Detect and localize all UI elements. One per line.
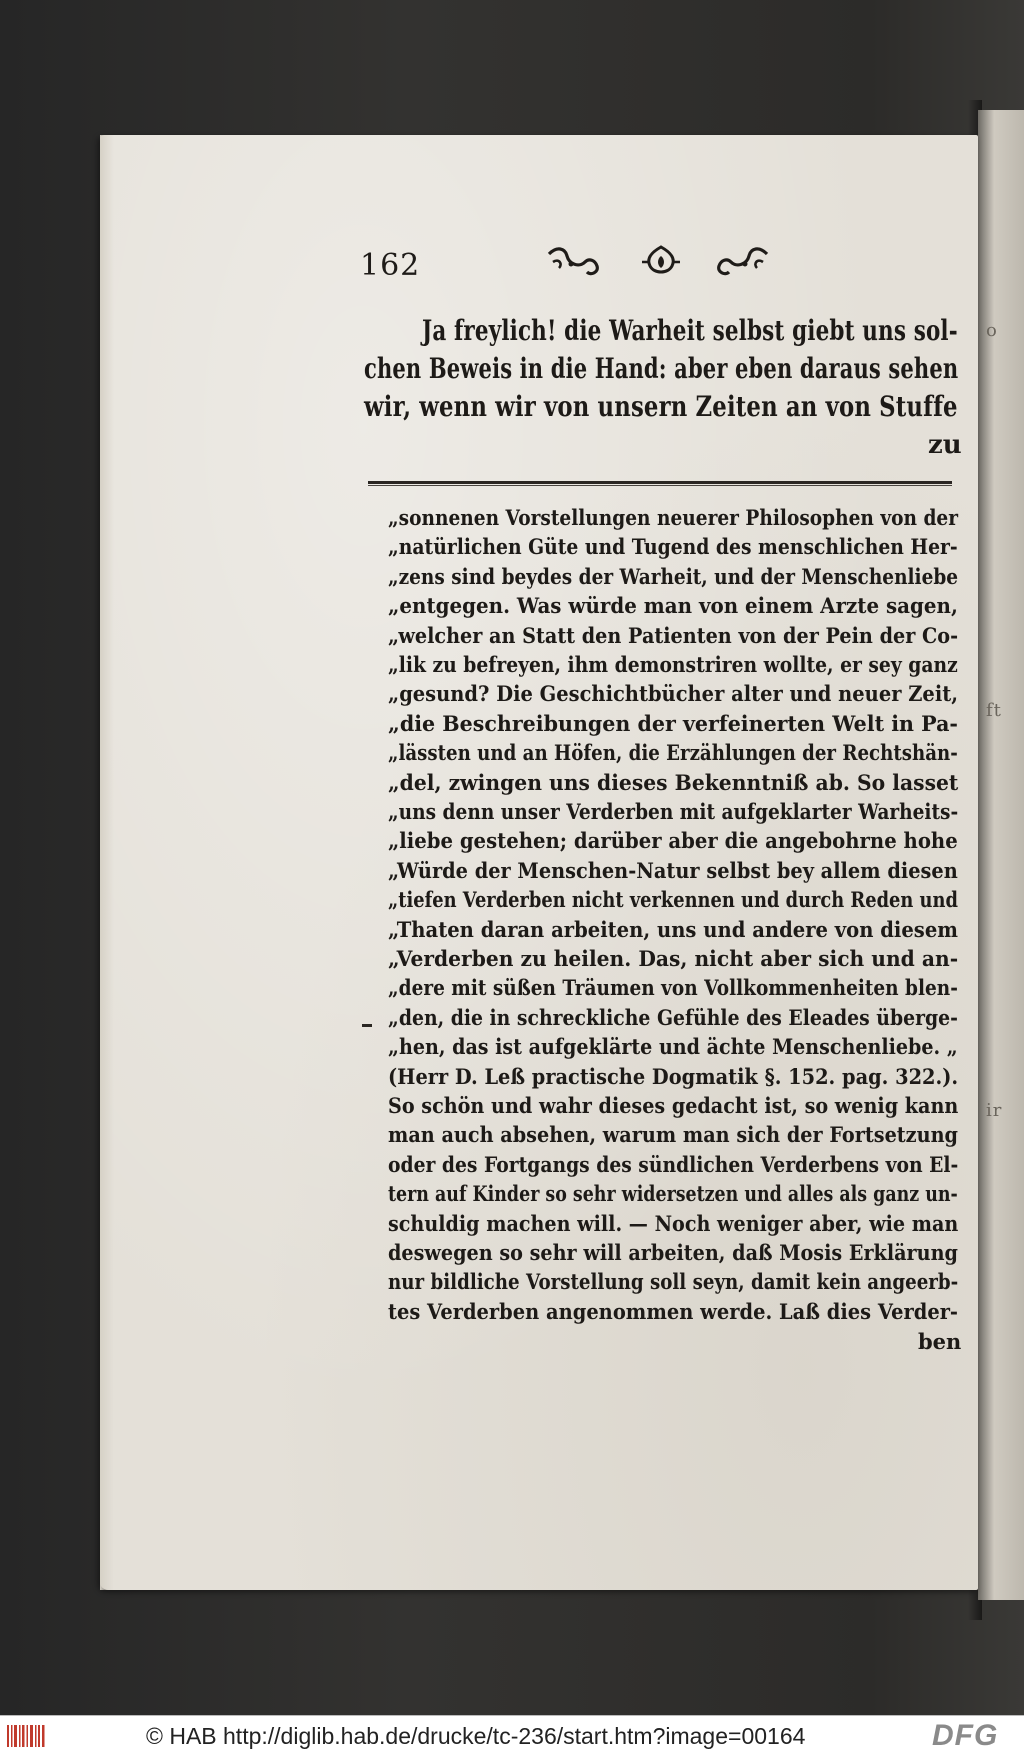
footnote-text-line: nur bildliche Vorstellung soll seyn, damit kein angeerb- xyxy=(388,1270,959,1296)
footnote-text-line: man auch absehen, warum man sich der Fortsetzung xyxy=(388,1123,958,1149)
dfg-logo: DFG xyxy=(932,1719,999,1752)
footnote-text-line: „lässten und an Höfen, die Erzählungen der Rechtshän- xyxy=(388,741,958,767)
footnote-text-line: So schön und wahr dieses gedacht ist, so wenig kann xyxy=(388,1094,959,1119)
footnote-text-line: „gesund? Die Geschichtbücher alter und neuer Zeit, xyxy=(388,682,958,708)
catchword: zu xyxy=(928,430,962,460)
footnote-catchword: ben xyxy=(918,1329,962,1355)
main-text-line: wir, wenn wir von unsern Zeiten an von Stuffe xyxy=(364,390,958,423)
footnote-text-line: „Würde der Menschen-Natur selbst bey allem diesen xyxy=(388,858,958,884)
footnote-text-line: „natürlichen Güte und Tugend des menschlichen Her- xyxy=(388,535,958,561)
footnote-text-line: „hen, das ist aufgeklärte und ächte Menschenliebe. „ xyxy=(388,1035,958,1061)
page-number: 162 xyxy=(360,248,421,283)
footnote-text-line: „die Beschreibungen der verfeinerten Welt in Pa- xyxy=(388,711,958,737)
archive-footer xyxy=(0,1715,1024,1756)
adjacent-page-edge xyxy=(978,110,1024,1600)
adjacent-page-fragment: o xyxy=(986,320,998,341)
footnote-text-line: „liebe gestehen; darüber aber die angebohrne hohe xyxy=(388,829,958,855)
footnote-text-line: tern auf Kinder so sehr widersetzen und alles als ganz un- xyxy=(388,1182,958,1208)
footnote-text-line: „uns denn unser Verderben mit aufgeklarter Warheits- xyxy=(388,800,959,825)
footnote-rule-thin xyxy=(368,485,952,486)
footnote-text-line: „Thaten daran arbeiten, uns und andere von diesem xyxy=(388,917,958,943)
footnote-text-line: „dere mit süßen Träumen von Vollkommenheiten blen- xyxy=(388,976,958,1002)
margin-mark xyxy=(362,1024,372,1027)
footnote-text-line: deswegen so sehr will arbeiten, daß Mosis Erklärung xyxy=(388,1241,958,1266)
ornament-center-icon xyxy=(638,244,684,280)
footnote-text-line: „den, die in schreckliche Gefühle des Eleades überge- xyxy=(388,1005,958,1031)
main-text-line: Ja freylich! die Warheit selbst giebt uns sol- xyxy=(422,314,958,347)
footnote-text-line: oder des Fortgangs des sündlichen Verderbens von El- xyxy=(388,1152,959,1178)
footnote-text-line: „entgegen. Was würde man von einem Arzte sagen, xyxy=(388,594,958,620)
footnote-text-line: „sonnenen Vorstellungen neuerer Philosophen von der xyxy=(388,506,959,531)
footnote-text-line: schuldig machen will. — Noch weniger aber, wie man xyxy=(388,1211,959,1237)
footnote-text-line: (Herr D. Leß practische Dogmatik §. 152. pag. 322.). xyxy=(388,1064,959,1090)
footnote-rule xyxy=(368,481,952,484)
footnote-text-line: tes Verderben angenommen werde. Laß dies Verder- xyxy=(388,1299,959,1325)
footnote-text-line: „lik zu befreyen, ihm demonstriren wollte, er sey ganz xyxy=(388,653,958,678)
footnote-text-line: „welcher an Statt den Patienten von der Pein der Co- xyxy=(388,623,959,649)
barcode-icon xyxy=(6,1723,46,1749)
ornament-left-icon xyxy=(545,244,605,280)
footnote-text-line: „zens sind beydes der Warheit, und der Menschenliebe xyxy=(388,564,959,590)
footer-copyright: © HAB http://diglib.hab.de/drucke/tc-236/start.htm?image=00164 xyxy=(146,1723,806,1749)
page-edge xyxy=(100,135,114,1590)
adjacent-page-fragment: ir xyxy=(986,1100,1003,1121)
footnote-text-line: „Verderben zu heilen. Das, nicht aber sich und an- xyxy=(388,947,959,972)
adjacent-page-fragment: ft xyxy=(986,700,1002,721)
footnote-text-line: „del, zwingen uns dieses Bekenntniß ab. So lasset xyxy=(388,770,959,796)
footnote-text-line: „tiefen Verderben nicht verkennen und durch Reden und xyxy=(388,888,958,914)
ornament-right-icon xyxy=(715,244,771,280)
main-text-line: chen Beweis in die Hand: aber eben daraus sehen xyxy=(364,352,959,385)
